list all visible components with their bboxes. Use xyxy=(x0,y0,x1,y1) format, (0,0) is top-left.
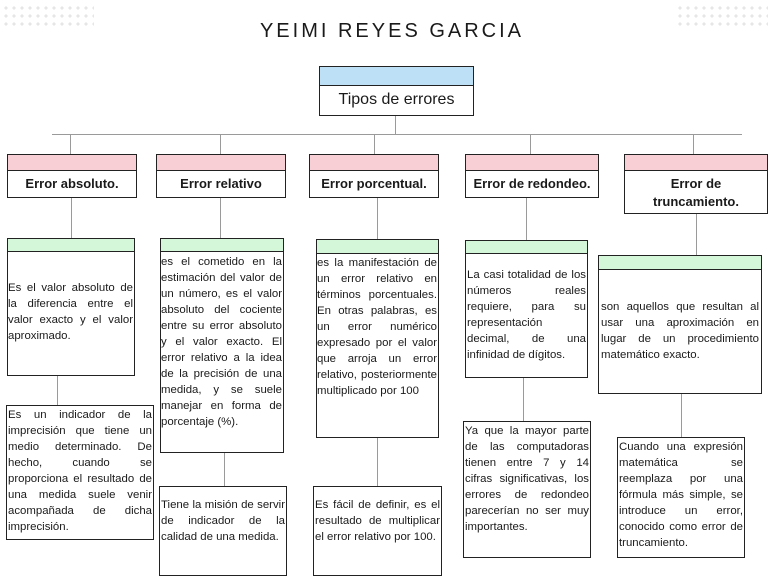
definition-text: Es el valor absoluto de la diferencia entre el valor exacto y el valor aproximado. xyxy=(8,282,133,342)
header-band xyxy=(466,155,598,171)
category-label: Error de truncamiento. xyxy=(653,176,739,209)
category-label: Error de redondeo. xyxy=(473,176,591,191)
definition-band xyxy=(599,256,761,270)
connector-porcentual-def xyxy=(377,197,378,239)
definition-band xyxy=(466,241,587,254)
definition-text: es el cometido en la estimación del valor de un número, es el valor absoluto del cociente entre su error absoluto y el valor exacto. El error relativo a la idea de la precisión de una medida, y se suele manejar en forma de porcentaje (%). xyxy=(161,256,282,428)
category-header-truncamiento xyxy=(624,154,768,214)
header-band xyxy=(8,155,136,171)
detail-box-absoluto xyxy=(6,405,154,540)
connector-bus-truncamiento xyxy=(693,134,694,154)
connector-relativo-detail xyxy=(224,452,225,486)
connector-bus-redondeo xyxy=(530,134,531,154)
definition-band xyxy=(161,239,283,252)
connector-bus-relativo xyxy=(220,134,221,154)
definition-text: La casi totalidad de los números reales requiere, para su representación decimal, de una infinidad de dígitos. xyxy=(467,269,586,361)
connector-porcentual-detail xyxy=(377,438,378,486)
root-node-label: Tipos de errores xyxy=(338,91,455,108)
detail-box-truncamiento xyxy=(617,437,745,558)
connector-bus-absoluto xyxy=(70,134,71,154)
definition-box-redondeo xyxy=(465,240,588,378)
header-band xyxy=(157,155,285,171)
category-header-porcentual xyxy=(309,154,439,198)
connector-truncamiento-detail xyxy=(681,393,682,437)
detail-text: Es un indicador de la imprecisión que tiene un medio determinado. De hecho, cuando se proporciona el resultado de una medida suele venir acompañada de dicha imprecisión. xyxy=(8,409,152,533)
category-header-relativo xyxy=(156,154,286,198)
detail-text: Tiene la misión de servir de indicador de la calidad de una medida. xyxy=(161,499,285,543)
connector-truncamiento-def xyxy=(696,214,697,255)
page-title: YEIMI REYES GARCIA xyxy=(259,20,525,42)
connector-redondeo-detail xyxy=(523,378,524,421)
connector-redondeo-def xyxy=(526,197,527,240)
definition-text: son aquellos que resultan al usar una aproximación en lugar de un procedimiento matemático exacto. xyxy=(601,301,759,361)
header-band xyxy=(625,155,767,171)
category-label: Error porcentual. xyxy=(321,176,427,191)
definition-box-absoluto xyxy=(7,238,135,376)
definition-box-porcentual xyxy=(316,239,439,438)
detail-box-redondeo xyxy=(463,421,591,558)
detail-box-porcentual xyxy=(313,486,442,576)
definition-text: es la manifestación de un error relativo en términos porcentuales. En otras palabras, es un error numérico expresado por el valor que arroja un error relativo, posteriormente multiplicado por 100 xyxy=(317,257,437,397)
definition-box-truncamiento xyxy=(598,255,762,394)
definition-band xyxy=(8,239,134,252)
category-header-absoluto xyxy=(7,154,137,198)
definition-band xyxy=(317,240,438,254)
category-header-redondeo xyxy=(465,154,599,198)
root-node-band xyxy=(320,67,473,86)
connector-absoluto-def xyxy=(71,197,72,238)
detail-box-relativo xyxy=(159,486,287,576)
detail-text: Ya que la mayor parte de las computadoras tienen entre 7 y 14 cifras significativas, los errores de redondeo parecerían no ser muy importantes. xyxy=(465,425,589,533)
header-band xyxy=(310,155,438,171)
connector-root-down xyxy=(395,116,396,135)
category-label: Error relativo xyxy=(180,176,262,191)
detail-text: Es fácil de definir, es el resultado de multiplicar el error relativo por 100. xyxy=(315,499,440,543)
connector-relativo-def xyxy=(220,197,221,238)
detail-text: Cuando una expresión matemática se reemplaza por una fórmula más simple, se introduce un error, conocido como error de truncamiento. xyxy=(619,441,743,549)
definition-box-relativo xyxy=(160,238,284,453)
category-label: Error absoluto. xyxy=(25,176,119,191)
connector-absoluto-detail xyxy=(57,376,58,406)
connector-bus-porcentual xyxy=(374,134,375,154)
connector-horizontal-bus xyxy=(52,134,742,135)
root-node xyxy=(319,66,474,116)
